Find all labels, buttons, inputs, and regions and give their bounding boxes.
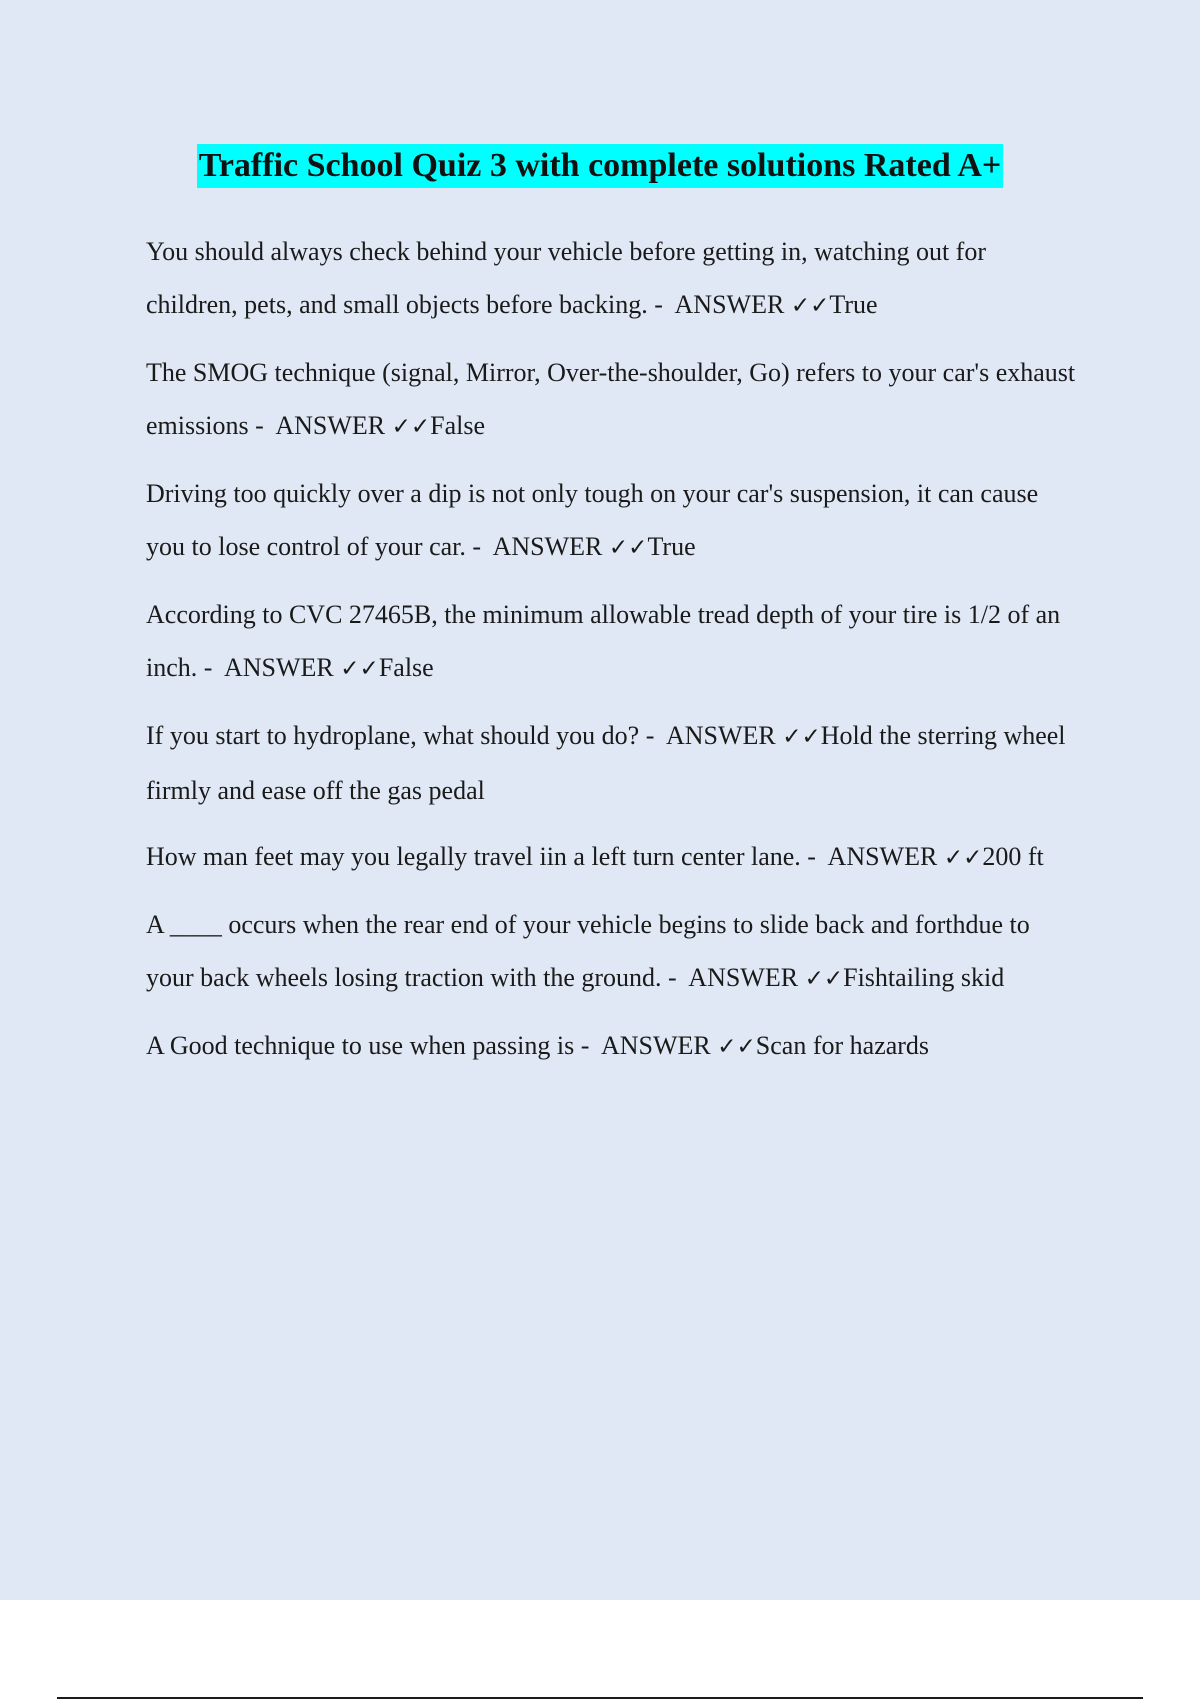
question-text: If you start to hydroplane, what should you do? - xyxy=(146,721,655,750)
qa-item xyxy=(146,467,1081,575)
double-check-icon: ✓✓ xyxy=(391,414,431,440)
answer-label: ANSWER xyxy=(665,721,776,750)
answer-text: Hold the sterring wheel firmly and ease off the gas pedal xyxy=(146,721,1066,805)
qa-item xyxy=(146,709,1081,817)
answer-text: False xyxy=(378,653,434,682)
double-check-icon: ✓✓ xyxy=(790,293,830,319)
double-check-icon: ✓✓ xyxy=(804,966,844,992)
qa-item xyxy=(146,225,1081,333)
answer-label: ANSWER xyxy=(492,532,603,561)
question-text: According to CVC 27465B, the minimum allowable tread depth of your tire is 1/2 of an inch. - xyxy=(146,600,1061,682)
answer-text: False xyxy=(430,411,486,440)
answer-text: Fishtailing skid xyxy=(843,963,1005,992)
qa-list xyxy=(146,225,1081,1087)
answer-text: True xyxy=(647,532,696,561)
double-check-icon: ✓✓ xyxy=(943,845,983,871)
answer-label: ANSWER xyxy=(688,963,799,992)
question-text: You should always check behind your vehicle before getting in, watching out for children, pets, and small objects before backing. - xyxy=(146,237,986,319)
answer-label: ANSWER xyxy=(827,842,938,871)
document-title: Traffic School Quiz 3 with complete solutions Rated A+ xyxy=(197,144,1004,188)
footer-divider xyxy=(57,1697,1143,1699)
question-text: Driving too quickly over a dip is not only tough on your car's suspension, it can cause you to lose control of your car. - xyxy=(146,479,1039,561)
answer-label: ANSWER xyxy=(674,290,785,319)
question-text: A Good technique to use when passing is - xyxy=(146,1031,590,1060)
double-check-icon: ✓✓ xyxy=(340,656,379,682)
answer-label: ANSWER xyxy=(600,1031,711,1060)
answer-label: ANSWER xyxy=(224,653,334,682)
double-check-icon: ✓✓ xyxy=(717,1034,756,1060)
answer-text: Scan for hazards xyxy=(755,1031,930,1060)
double-check-icon: ✓✓ xyxy=(782,724,821,750)
question-text: How man feet may you legally travel iin a left turn center lane. - xyxy=(146,842,816,871)
qa-item xyxy=(146,346,1081,454)
qa-item xyxy=(146,1019,1081,1074)
answer-text: 200 ft xyxy=(982,842,1044,871)
qa-item xyxy=(146,898,1081,1006)
qa-item xyxy=(146,588,1081,696)
title-container xyxy=(0,144,1200,188)
answer-label: ANSWER xyxy=(275,411,386,440)
qa-item xyxy=(146,830,1081,885)
question-text: The SMOG technique (signal, Mirror, Over-the-shoulder, Go) refers to your car's exhaust emissions - xyxy=(146,358,1076,440)
double-check-icon: ✓✓ xyxy=(608,535,648,561)
question-text: A ____ occurs when the rear end of your vehicle begins to slide back and forthdue to your back wheels losing traction with the ground. - xyxy=(146,910,1030,992)
answer-text: True xyxy=(829,290,878,319)
